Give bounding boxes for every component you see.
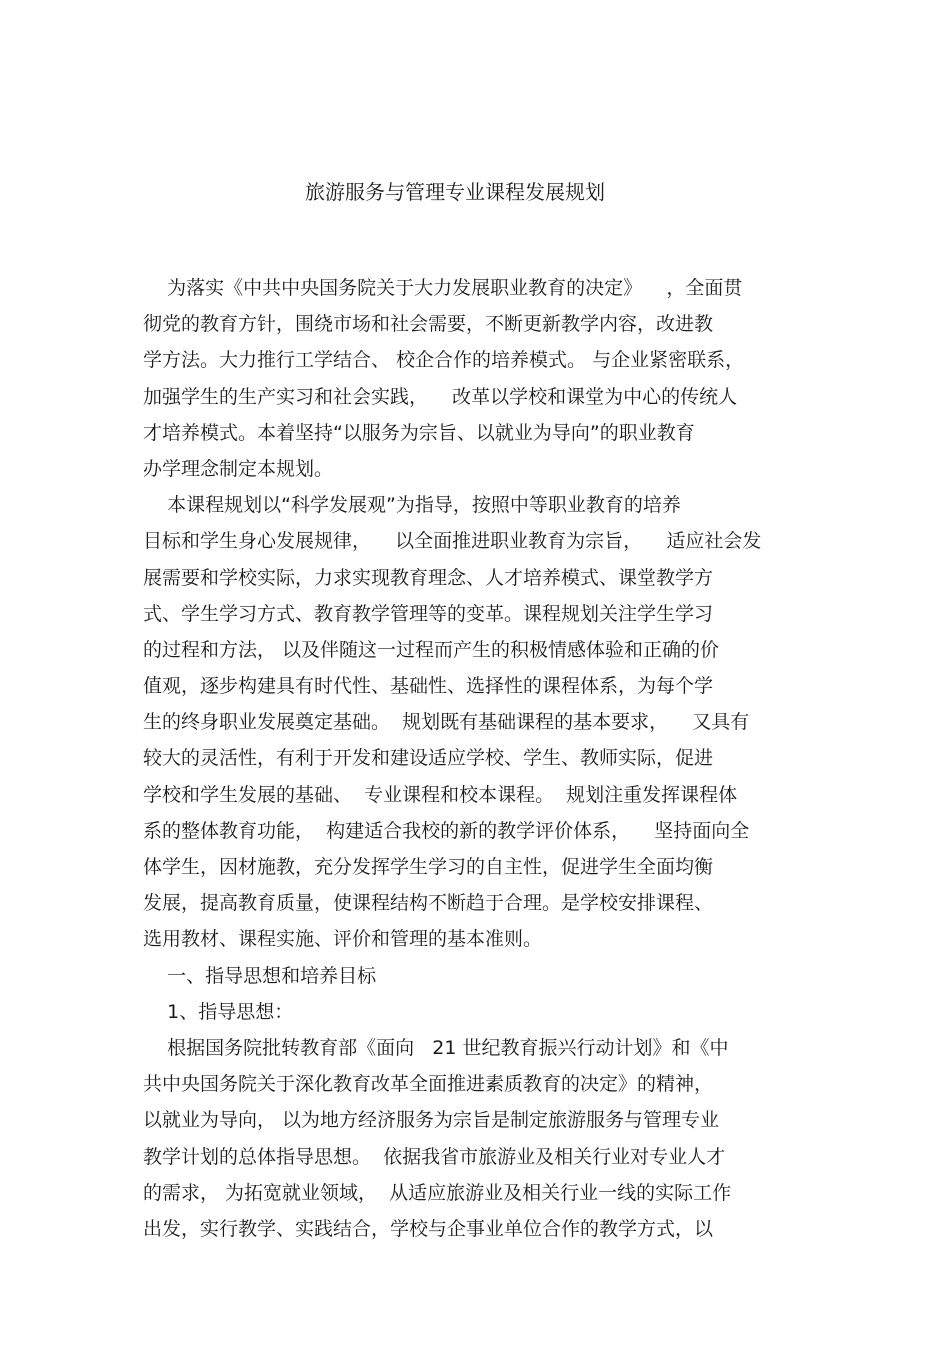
text-line: 生的终身职业发展奠定基础。 规划既有基础课程的基本要求， 又具有	[143, 711, 750, 734]
text-line: 体学生，因材施教，充分发挥学生学习的自主性，促进学生全面均衡	[143, 856, 714, 878]
text-line: 系的整体教育功能， 构建适合我校的新的教学评价体系， 坚持面向全	[143, 819, 750, 842]
text-line: 学方法。大力推行工学结合、 校企合作的培养模式。 与企业紧密联系，	[143, 349, 745, 372]
text-line: 加强学生的生产实习和社会实践， 改革以学校和课堂为中心的传统人	[143, 385, 738, 408]
text-line: 教学计划的总体指导思想。 依据我省市旅游业及相关行业对专业人才	[143, 1145, 726, 1168]
text-line: 共中央国务院关于深化教育改革全面推进素质教育的决定》的精神，	[143, 1073, 714, 1096]
text-line: 选用教材、课程实施、评价和管理的基本准则。	[143, 928, 543, 951]
document-body	[143, 270, 811, 1247]
text-line: 值观，逐步构建具有时代性、基础性、选择性的课程体系，为每个学	[143, 675, 714, 698]
text-line: 发展，提高教育质量，使课程结构不断趋于合理。是学校安排课程、	[143, 892, 714, 915]
text-line: 办学理念制定本规划。	[143, 457, 334, 480]
text-line: 式、学生学习方式、教育教学管理等的变革。课程规划关注学生学习	[143, 602, 714, 625]
text-line: 本课程规划以“科学发展观”为指导，按照中等职业教育的培养	[143, 494, 681, 517]
text-line: 一、指导思想和培养目标	[143, 964, 377, 987]
text-line: 展需要和学校实际，力求实现教育理念、人才培养模式、课堂教学方	[143, 566, 714, 589]
text-line: 为落实《中共中央国务院关于大力发展职业教育的决定》 ，全面贯	[143, 277, 743, 299]
text-line: 才培养模式。本着坚持“以服务为宗旨、以就业为导向”的职业教育	[143, 421, 695, 444]
text-line: 以就业为导向， 以为地方经济服务为宗旨是制定旅游服务与管理专业	[143, 1109, 720, 1132]
text-line: 出发，实行教学、实践结合，学校与企事业单位合作的教学方式，以	[143, 1217, 714, 1240]
text-line: 彻党的教育方针，围绕市场和社会需要，不断更新教学内容，改进教	[143, 313, 714, 336]
text-line: 目标和学生身心发展规律， 以全面推进职业教育为宗旨， 适应社会发	[143, 530, 762, 553]
text-line: 1、指导思想：	[143, 1000, 294, 1023]
text-line: 的过程和方法， 以及伴随这一过程而产生的积极情感体验和正确的价	[143, 638, 720, 661]
text-line: 较大的灵活性，有利于开发和建设适应学校、学生、教师实际，促进	[143, 747, 714, 770]
text-line: 根据国务院批转教育部《面向 21 世纪教育振兴行动计划》和《中	[143, 1036, 729, 1059]
text-line: 的需求， 为拓宽就业领域， 从适应旅游业及相关行业一线的实际工作	[143, 1181, 732, 1204]
document-title: 旅游服务与管理专业课程发展规划	[305, 180, 605, 204]
text-line: 学校和学生发展的基础、 专业课程和校本课程。 规划注重发挥课程体	[143, 783, 738, 806]
